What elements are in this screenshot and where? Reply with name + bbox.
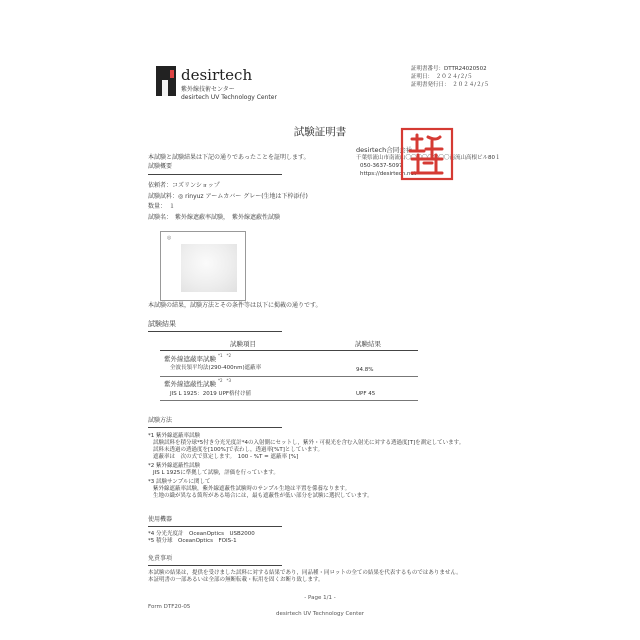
results-row-2-marks: *2 *3 [218, 378, 232, 383]
disclaimer-heading: 免責事項 [148, 555, 173, 562]
issue-date: 証明日： ２０２４/２/５ [411, 74, 473, 80]
results-table-header-rule [160, 350, 418, 351]
disclaimer-line: 本試験の結果は，提供を受けました試料に対する結果であり，同品種・同ロットの全ての結果を代表するものではありません。 [148, 570, 462, 576]
summary-quantity: 数量： １ [148, 203, 176, 210]
logo-mark-accent [170, 70, 174, 78]
results-divider [148, 331, 282, 332]
footer-center-name: desirtech UV Technology Center [276, 611, 364, 617]
result-intro: 本試験の結果，試験方法とその条件等は以下に掲載の通りです。 [148, 302, 322, 309]
issuer-phone: 050-3637-5097 [360, 163, 403, 169]
intro-text: 本試験と試験結果は下記の通りであったことを証明します。 [148, 154, 310, 161]
logo-mark-bar [162, 80, 168, 96]
results-col-result: 試験結果 [355, 340, 381, 348]
results-row-1-rule [160, 376, 418, 377]
methods-heading: 試験方法 [148, 417, 173, 424]
form-number: Form DTF20-05 [148, 604, 191, 610]
issued-date: 証明書発行日： ２０２４/２/５ [411, 82, 489, 88]
results-heading: 試験結果 [148, 320, 176, 328]
method-line: 遮蔽率は 次の式で算定します。 100 - %T = 遮蔽率 [%] [153, 454, 299, 460]
summary-heading: 試験概要 [148, 163, 173, 170]
report-number: 証明書番号：DTTR24020502 [411, 66, 487, 72]
results-row-2-group: 紫外線遮蔽性試験 [164, 380, 216, 388]
results-row-2-rule [160, 400, 418, 401]
results-row-1-value: 94.8% [356, 367, 374, 373]
equipment-heading: 使用機器 [148, 516, 173, 523]
equipment-divider [148, 526, 282, 527]
center-name-en: desirtech UV Technology Center [181, 94, 277, 101]
summary-sample: 試験試料：◎ rinyuz アームカバー グレー(生地は下枠添付) [148, 193, 308, 200]
center-name-jp: 紫外線技術センター [181, 86, 235, 93]
issuer-name: desirtech合同会社 [356, 146, 413, 154]
method-line: 紫外線遮蔽率試験，紫外線遮蔽性試験時のサンプル生地は平置を係養なります。 [153, 486, 351, 492]
results-col-item: 試験項目 [230, 340, 256, 348]
method-line: 生地の織が異なる箇所がある場合には，最も遮蔽性が低い部分を試験に選択しています。 [153, 493, 373, 499]
results-row-2-item: JIS L 1925：2019 UPF格付け値 [170, 391, 252, 397]
issuer-address: 千葉県流山市南流山〇〇〇〇〇〇〇〇南流山高根ビル80１ [356, 155, 501, 161]
summary-divider [148, 174, 282, 175]
method-line: *1 紫外線遮蔽率試験 [148, 433, 200, 439]
sample-fabric-image [181, 244, 237, 292]
disclaimer-divider [148, 565, 282, 566]
results-row-1-group: 紫外線遮蔽率試験 [164, 355, 216, 363]
company-seal [398, 125, 456, 183]
summary-test-name: 試験名： 紫外線遮蔽率試験， 紫外線遮蔽性試験 [148, 214, 281, 221]
issuer-url: https://desirtech.net [360, 171, 417, 177]
method-line: 試料未透過の透過度を[100%]で表わし，透過率[%T]としています。 [153, 447, 323, 453]
summary-client: 依頼者：コズリンショップ [148, 182, 220, 189]
page-number: - Page 1/1 - [304, 595, 336, 601]
method-line: JIS L 1925に準拠して試験，評価を行っています。 [153, 470, 279, 476]
method-line: *2 紫外線遮蔽性試験 [148, 463, 200, 469]
sample-mark-icon: ◎ [167, 235, 172, 241]
methods-divider [148, 427, 282, 428]
equipment-item: *5 積分球 OceanOptics FOIS-1 [148, 538, 237, 544]
method-line: *3 試験サンプルに関して [148, 479, 211, 485]
method-line: 試験試料を積分球*5付き分光光度計*4の入射側にセットし，紫外・可視光を含む入射光に対する透過度[T]を測定しています。 [153, 440, 465, 446]
sample-swatch-frame [160, 231, 246, 301]
disclaimer-line: 本証明書の一部あるいは全部の無断転載・転用を固くお断り致します。 [148, 577, 324, 583]
results-row-2-value: UPF 45 [356, 391, 376, 397]
results-row-1-marks: *1 *2 [218, 353, 232, 358]
brand-name: desirtech [181, 66, 253, 84]
equipment-item: *4 分光光度計 OceanOptics USB2000 [148, 531, 255, 537]
results-row-1-item: 全波長領平均法(290-400nm)遮蔽率 [170, 365, 262, 371]
page-title: 試験証明書 [293, 126, 347, 138]
